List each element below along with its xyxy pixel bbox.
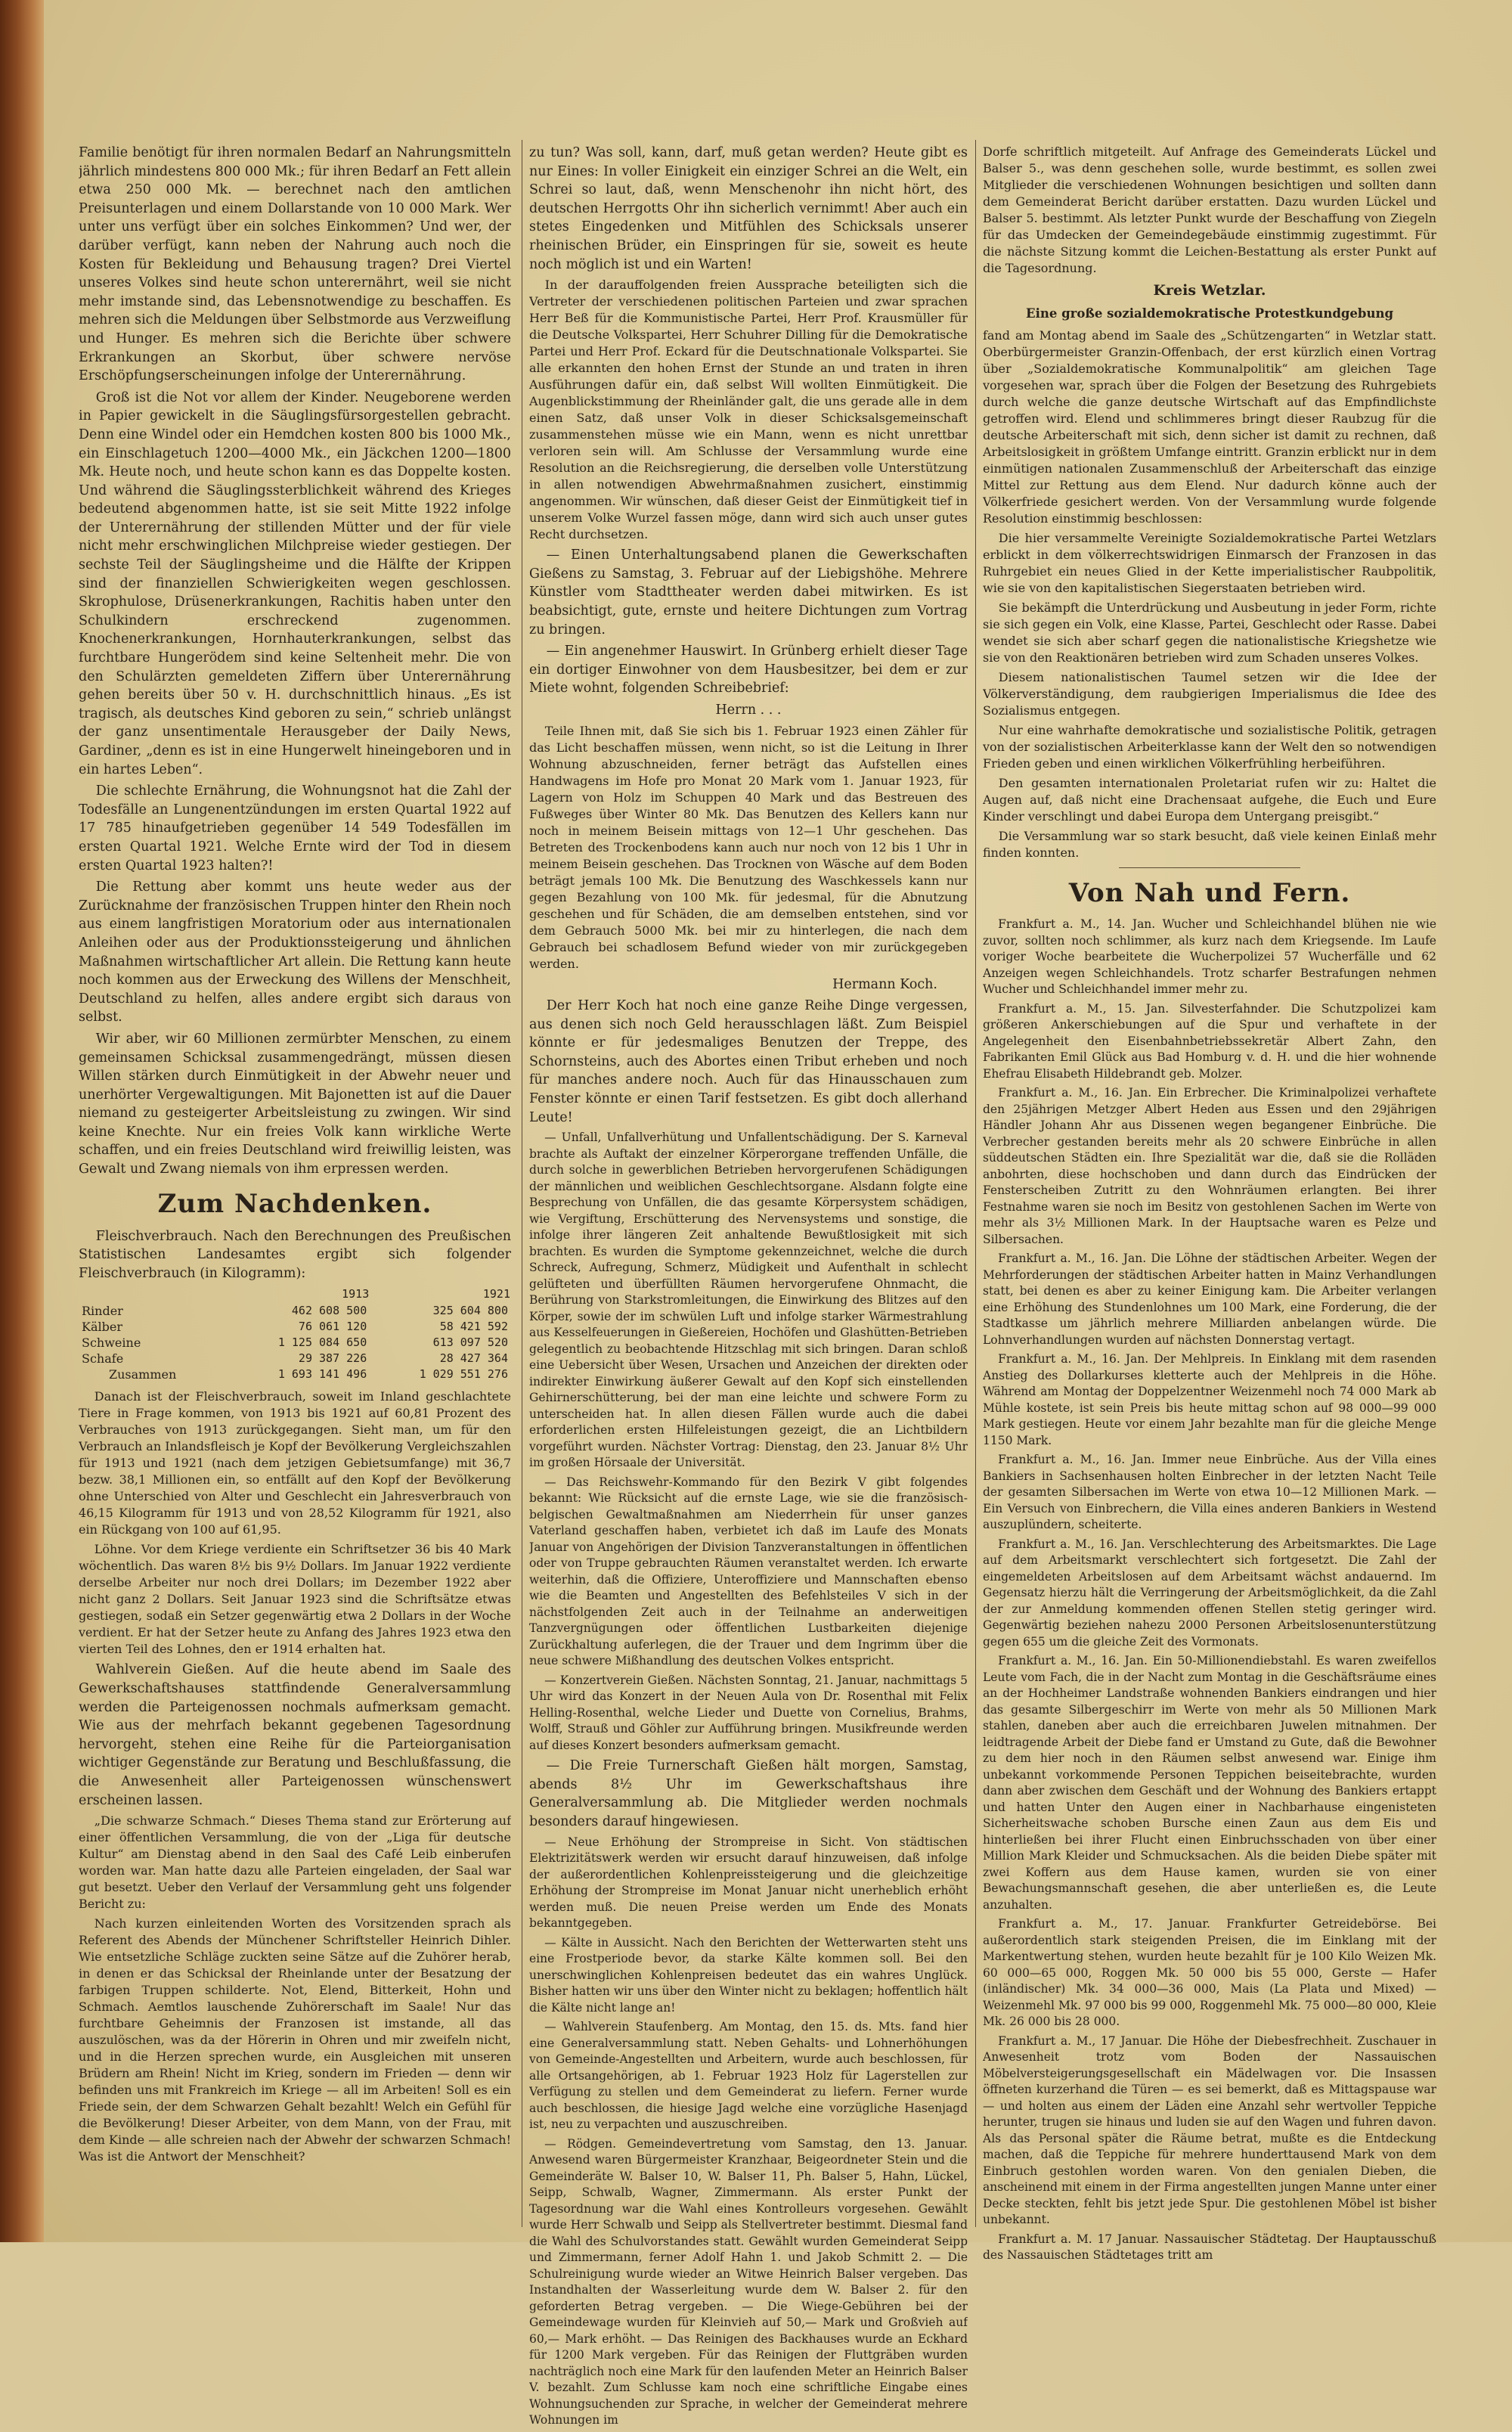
table-header: 1913 — [342, 1287, 370, 1301]
column-divider — [975, 140, 976, 2227]
table-cell: 613 097 520 — [432, 1335, 508, 1350]
paragraph: Die hier versammelte Vereinigte Sozialdemokratische Partei Wetzlars erblickt in dem völkerrechtswidrigen Einmarsch der Franzosen in das Ruhrgebiet ein neues Glied in der Kette imperialistischer Raubpolitik, wie sie von den kapitalistischen Siegerstaaten betrieben wird. — [983, 531, 1436, 596]
table-row — [79, 1319, 511, 1335]
paragraph: Die Versammlung war so stark besucht, daß viele keinen Einlaß mehr finden konnten. — [983, 829, 1436, 861]
news-item: Frankfurt a. M., 17. Januar. Frankfurter Getreidebörse. Bei außerordentlich stark steigenden Preisen, die im Einklang mit der Markentwertung stehen, wurden heute bezahlt für je 100 Kilo Weizen Mk. 60 000—65 000, Roggen Mk. 50 000 bis 55 000, Gerste — Hafer (inländischer) Mk. 34 000—36 000, Mais (La Plata und Mixed) — Weizenmehl Mk. 97 000 bis 99 000, Roggenmehl Mk. 75 000—80 000, Kleie Mk. 26 000 bis 28 000. — [983, 1917, 1436, 2029]
paragraph: Nur eine wahrhafte demokratische und sozialistische Politik, getragen von der sozialistischen Arbeiterklasse kann der Welt den so notwendigen Frieden geben und einen wirklichen Völkerfrühling herbeiführen. — [983, 723, 1436, 771]
letter-salutation: Herrn . . . — [715, 702, 782, 718]
paragraph: fand am Montag abend im Saale des „Schützengarten“ in Wetzlar statt. Oberbürgermeister Granzin-Offenbach, der erst kürzlich einen Vortrag über „Sozialdemokratische Kommunalpolitik“ am gleichen Tage vorgesehen war, sprach über die Folgen der Besetzung des Ruhrgebiets durch welche die ganze deutsche Wirtschaft auf das Empfindlichste getroffen wird. Elend und schlimmeres bringt dieser Raubzug für die deutsche Arbeiterschaft mit sich, denn sicher ist damit zu rechnen, daß Arbeitslosigkeit in größtem Umfange eintritt. Granzin erblickt nur in dem einmütigen nationalen Zusammenschluß der Arbeiterschaft das einzige Mittel zur Rettung aus dem Elend. Nur dadurch könne auch der Völkerfriede gesichert werden. Von der Versammlung wurde folgende Resolution einstimmig beschlossen: — [983, 328, 1436, 526]
paragraph: Diesem nationalistischen Taumel setzen wir die Idee der Völkerverständigung, dem raubgierigen Imperialismus die Idee des Sozialismus entgegen. — [983, 670, 1436, 718]
paragraph: — Unfall, Unfallverhütung und Unfallentschädigung. Der S. Karneval brachte als Auftakt der einzelner Körperorgane treffenden Unfälle, die durch solche in gewerblichen Betrieben hervorgerufenen Schädigungen der männlichen und weiblichen Geschlechtsorgane. Alsdann folgte eine Besprechung von Unfällen, die das gesamte Körpersystem schädigen, wie Vergiftung, Erschütterung des Nervensystems und sonstige, die infolge ihrer längeren Zeit anhaltende Bewußtlosigkeit mit sich brachten. Es wurden die Symptome gekennzeichnet, welche die durch Schreck, Aufregung, Schmerz, Müdigkeit und Aufenthalt in schlecht gelüfteten und überfüllten Räumen hervorgerufene Ohnmacht, die Berührung von Starkstromleitungen, die Einwirkung des Blitzes auf den Körper, sowie der im schwülen Luft und infolge starker Wärmestrahlung aus Kesselfeuerungen in Gießereien, Hochöfen und Glashütten-Betrieben gelegentlich zu beobachtende Hitzschlag mit sich bringen. Daran schloß eine Uebersicht über Wesen, Ursachen und Anzeichen der direkten oder indirekter Einwirkung äußerer Gewalt auf den Kopf sich einstellenden Gehirnerschütterung, bei der man eine leichte und schwere Form zu unterscheiden hat. In allen diesen Fällen wurde auch die dabei erforderlichen ersten Hilfeleistungen gezeigt, die an Lichtbildern vorgeführt wurden. Nächster Vortrag: Dienstag, den 23. Januar 8½ Uhr im großen Hörsaale der Universität. — [529, 1131, 968, 1470]
table-cell: Kälber — [82, 1320, 122, 1335]
paragraph: Dorfe schriftlich mitgeteilt. Auf Anfrage des Gemeinderats Lückel und Balser 5., was denn geschehen solle, wurde bestimmt, es sollen zwei Mitglieder die verschiedenen Wohnungen besichtigen und sollten dann dem Gemeinderat Bericht darüber erstatten. Dazu wurden Lückel und Balser 5. bestimmt. Als letzter Punkt wurde der Beschaffung von Ziegeln für das Umdecken der Gemeindegebäude einstimmig zugestimmt. Für die nächste Sitzung kommt die Leichen-Bestattung als erster Punkt auf die Tagesordnung. — [983, 144, 1436, 275]
letter-signature: Hermann Koch. — [832, 976, 937, 992]
table-row-total — [79, 1366, 511, 1382]
paragraph: — Das Reichswehr-Kommando für den Bezirk V gibt folgendes bekannt: Wie Rücksicht auf die ernste Lage, wie sie die französisch-belgischen Gewaltmaßnahmen am Niederrhein für unser ganzes Vaterland geschaffen haben, verbietet ich daß im Laufe des Monats Januar von Angehörigen der Division Tanzveranstaltungen in öffentlichen oder von Truppe gebrauchten Räumen veranstaltet werden. Ich erwarte weiterhin, daß die Offiziere, Unteroffiziere und Mannschaften ebenso wie die Beamten und Angestellten des Befehlsteiles V sich in der nächstfolgenden Zeit auch in der Teilnahme an anderweitigen Tanzvergnügungen oder öffentlichen Lustbarkeiten diejenige Zurückhaltung auferlegen, die der Trauer und dem Ingrimm über die neue schwere Mißhandlung des deutschen Volkes entspricht. — [529, 1475, 968, 1668]
table-cell: 462 608 500 — [291, 1304, 367, 1318]
paragraph: Danach ist der Fleischverbrauch, soweit im Inland geschlachtete Tiere in Frage kommen, von 1913 bis 1921 auf 60,81 Prozent des Verbrauches von 1913 zurückgegangen. Sieht man, um für den Verbrauch an Inlandsfleisch je Kopf der Bevölkerung Vergleichszahlen für 1913 und 1921 (nach dem jetzigen Gebietsumfange) mit 36,7 bezw. 38,1 Millionen ein, so entfällt auf den Kopf der Bevölkerung ohne Unterschied von Alter und Geschlecht ein Jahresverbrauch von 46,15 Kilogramm für 1913 und von 28,52 Kilogramm für 1921, also ein Rückgang von 100 auf 61,95. — [79, 1389, 511, 1537]
paragraph: Den gesamten internationalen Proletariat rufen wir zu: Haltet die Augen auf, daß nicht eine Drachensaat aufgehe, die Euch und Eure Kinder verschlingt und dabei Europa dem Untergang preisgibt.“ — [983, 776, 1436, 824]
paragraph: Löhne. Vor dem Kriege verdiente ein Schriftsetzer 36 bis 40 Mark wöchentlich. Das waren 8½ bis 9½ Dollars. Im Januar 1922 verdiente derselbe Arbeiter nur noch drei Dollars; im Dezember 1922 aber nicht ganz 2 Dollars. Seit Januar 1923 sind die Schriftsätze etwas gestiegen, sodaß ein Setzer gegenwärtig etwa 2 Dollars in der Woche verdient. Er hat der Setzer heute zu Anfang des Jahres 1923 etwa den vierten Teil des Lohnes, den er 1914 erhalten hat. — [79, 1542, 511, 1657]
section-heading: Zum Nachdenken. — [157, 1188, 432, 1219]
news-item: Frankfurt a. M., 17 Januar. Die Höhe der Diebesfrechheit. Zuschauer in Anwesenheit trotz vom Boden der Nassauischen Möbelversteigerungsgesellschaft ein Mädelwagen vor. Die Insassen öffneten kurzerhand die Türen — es sei bemerkt, daß es Mittagspause war — und holten aus einem der Läden eine Anzahl sehr wertvoller Teppiche herunter, trugen sie hinaus und luden sie auf den Wagen und fuhren davon. Als das Personal später die Räume betrat, mußte es die Entdeckung machen, daß die Teppiche für mehrere hunderttausend Mark von dem Einbruch gestohlen worden waren. Von den genialen Dieben, die anscheinend mit einem in der Firma angestellten jungen Manne unter einer Decke steckten, fehlt bis jetzt jede Spur. Die gestohlenen Möbel ist bisher unbekannt. — [983, 2033, 1436, 2227]
news-item: Frankfurt a. M. 17 Januar. Nassauischer Städtetag. Der Hauptausschuß des Nassauischen Städtetages tritt am — [983, 2232, 1436, 2263]
column-1 — [79, 144, 511, 2168]
meat-consumption-table — [79, 1286, 511, 1382]
letter-body: Teile Ihnen mit, daß Sie sich bis 1. Februar 1923 einen Zähler für das Licht beschaffen müssen, wenn nicht, so ist die Leitung in Ihrer Wohnung abzuschneiden, ferner beträgt das Aufstellen eines Handwagens im Hofe pro Monat 20 Mark vom 1. Januar 1923, für Lagern von Holz im Schuppen 40 Mark und das Bestreuen des Fußweges über Winter 80 Mk. Das Benutzen des Kellers kann nur noch in meinem Beisein mittags von 12—1 Uhr geschehen. Das Betreten des Trockenbodens kann auch nur noch von 12 bis 1 Uhr in meinem Beisein geschehen. Das Trocknen von Wäsche auf dem Boden beträgt jemals 100 Mk. Die Benutzung des Waschkessels kann nur gegen Bezahlung von 100 Mk. für jedesmal, für die Abnutzung geschehen und für Schäden, die am demselben entstehen, sind vor dem Gebrauch 5000 Mk. bei mir zu hinterlegen, die nach dem Gebrauch bei schadlosem Befund wieder von mir zurückgegeben werden. — [529, 723, 968, 971]
table-cell: Schweine — [82, 1335, 141, 1351]
table-header: 1921 — [482, 1287, 510, 1301]
table-cell: Rinder — [82, 1304, 123, 1319]
paragraph: Sie bekämpft die Unterdrückung und Ausbeutung in jeder Form, richte sie sich gegen ein Volk, eine Klasse, Partei, Geschlecht oder Rasse. Dabei wendet sie sich aber scharf gegen die nationalistische Kriegshetze wie sie von den Reaktionären betrieben wird zum Schaden unseres Volkes. — [983, 600, 1436, 665]
news-item: Frankfurt a. M., 15. Jan. Silvesterfahnder. Die Schutzpolizei kam größeren Ankerschiebungen auf die Spur und verhaftete in der Angelegenheit den Eisenbahnbetriebssekretär Albert Zahn, den Fabrikanten Emil Glück aus Bad Homburg v. d. H. und die hier wohnende Ehefrau Elisabeth Hildebrandt geb. Molzer. — [983, 1001, 1436, 1081]
news-item: Frankfurt a. M., 16. Jan. Der Mehlpreis. In Einklang mit dem rasenden Anstieg des Dollarkurses kletterte auch der Mehlpreis in die Höhe. Während am Montag der Doppelzentner Weizenmehl noch 74 000 Mark ab Mühle kostete, ist sein Preis bis heute mittag schon auf 98 000—99 000 Mark gestiegen. Heute vor einem Jahr bezahlte man für die gleiche Menge 1150 Mark. — [983, 1352, 1436, 1447]
table-cell: Schafe — [82, 1351, 124, 1366]
book-binding — [0, 0, 44, 2242]
paragraph: Der Herr Koch hat noch eine ganze Reihe Dinge vergessen, aus denen sich noch Geld herausschlagen läßt. Zum Beispiel könnte er für jedesmaliges Benutzen der Treppe, des Schornsteins, auch des Abortes einen Tribut erheben und noch für manches andere noch. Auch für das Hinausschauen zum Fenster könnte er einen Tarif festsetzen. Es gibt doch allerhand Leute! — [529, 998, 968, 1125]
paragraph: Wir aber, wir 60 Millionen zermürbter Menschen, zu einem gemeinsamen Schicksal zusammengedrängt, müssen diesen Willen stärken durch Einmütigkeit in der Abwehr neuer und unerhörter Vergewaltigungen. Mit Bajonetten ist auf die Dauer niemand zu gesteigerter Arbeitsleistung zu zwingen. Wir sind keine Knechte. Nur ein freies Volk kann wirkliche Werte schaffen, und ein freies Deutschland wird freiwillig leisten, was Gewalt und Zwang niemals von ihm erpressen werden. — [79, 1031, 511, 1177]
paragraph: — Konzertverein Gießen. Nächsten Sonntag, 21. Januar, nachmittags 5 Uhr wird das Konzert in der Neuen Aula von Dr. Rosenthal mit Felix Helling-Rosenthal, welche Lieder und Duette von Cornelius, Brahms, Wolff, Strauß und Göhler zur Aufführung bringen. Musikfreunde werden auf dieses Konzert besonders aufmerksam gemacht. — [529, 1673, 968, 1752]
column-3 — [983, 144, 1436, 2267]
table-cell: 76 061 120 — [298, 1320, 367, 1334]
news-item: Frankfurt a. M., 16. Jan. Verschlechterung des Arbeitsmarktes. Die Lage auf dem Arbeitsmarkt verschlechtert sich fortgesetzt. Die Zahl der eingemeldeten Arbeitslosen auf dem Arbeitsamt wächst andauernd. Im Gegensatz hierzu hält die Verringerung der Arbeitsmöglichkeit, da die Zahl der zur Anmeldung kommenden offenen Stellen stetig geringer wird. Gegenwärtig beziehen nahezu 2000 Personen Arbeitslosenunterstützung gegen 655 um die gleiche Zeit des Vormonats. — [983, 1537, 1436, 1649]
section-subheading: Kreis Wetzlar. — [1153, 282, 1266, 299]
news-item: Frankfurt a. M., 16. Jan. Ein 50-Millionendiebstahl. Es waren zweifellos Leute vom Fach, die in der Nacht zum Montag in die Geschäftsräume eines an der Hochheimer Landstraße wohnenden Bankiers eindrangen und hier das gesamte Silbergeschirr im Werte von mehr als 50 Millionen Mark stahlen, daneben aber auch die erreichbaren Juwelen mitnahmen. Der leidtragende Arbeit der Diebe fand er Umstand zu Gute, daß die Bewohner zu dem hier noch in den Räumen selbst anwesend war. Einige ihm unbekannt vorkommende Personen Teppichen beiseitebrachte, wurden dann aber zwischen dem Geschäft und der Wohnung des Bankiers ertappt und hatten Unter den Augen einer in Nachbarhause eingenisteten Sicherheitswache schoben Bursche einen Zaun aus dem Eis und hinterließen bei ihrer Flucht einen Einbruchsschaden von über einer Million Mark Kleider und Schmucksachen. Als die beiden Diebe später mit zwei Koffern aus dem Hause kamen, wurden sie von einer Bewachungsmannschaft gesehen, die aber unterließen es, die Leute anzuhalten. — [983, 1654, 1436, 1912]
news-item: Frankfurt a. M., 16. Jan. Die Löhne der städtischen Arbeiter. Wegen der Mehrforderungen der städtischen Arbeiter hatten in Mainz Verhandlungen statt, bei denen es aber zu keiner Einigung kam. Die Arbeiter verlangen eine Erhöhung des Stundenlohnes um 100 Mark, eine Forderung, die der Stadtkasse um jährlich mehrere Milliarden anbelangen würde. Die Lohnverhandlungen wurden auf nächsten Donnerstag vertagt. — [983, 1252, 1436, 1347]
news-item: Frankfurt a. M., 16. Jan. Ein Erbrecher. Die Kriminalpolizei verhaftete den 25jährigen Metzger Albert Heden aus Essen und den 29jährigen Händler Johann Ahr aus Dissenen wegen begangener Einbrüche. Die Verbrecher gestanden bereits mehr als 20 schwere Einbrüche in allen süddeutschen Städten ein. Ihre Spezialität war die, daß sie die Rolläden anbohrten, diese hochschoben und dann durch das Eindrücken der Fensterscheiben Zutritt zu den Wohnräumen erlangten. Bei ihrer Festnahme waren sie noch im Besitz von gestohlenen Sachen im Werte von mehr als 3½ Millionen Mark. In der Hauptsache waren es Pelze und Silbersachen. — [983, 1086, 1436, 1246]
table-cell: 1 029 551 276 — [419, 1367, 508, 1382]
paragraph: — Einen Unterhaltungsabend planen die Gewerkschaften Gießens zu Samstag, 3. Februar auf der Liebigshöhe. Mehrere Künstler vom Stadttheater werden dabei mitwirken. Es ist beabsichtigt, gute, ernste und heitere Dichtungen zum Vortrag zu bringen. — [529, 548, 968, 637]
table-cell: 28 427 364 — [439, 1351, 508, 1366]
news-item: Frankfurt a. M., 14. Jan. Wucher und Schleichhandel blühen nie wie zuvor, sollten noch schlimmer, als kurz nach dem Kriegsende. Im Laufe voriger Woche bearbeitete die Wucherpolizei 57 Wucherfälle und 62 Anzeigen wegen Schleichhandels. Trotz scharfer Bestrafungen nehmen Wucher und Schleichhandel immer mehr zu. — [983, 917, 1436, 997]
paragraph: zu tun? Was soll, kann, darf, muß getan werden? Heute gibt es nur Eines: In voller Einigkeit ein einziger Schrei an die Welt, ein Schrei so laut, daß, wenn Menschenohr ihn nicht hört, des deutschen Herrgotts Ohr ihn sicherlich vernimmt! Aber auch ein stetes Eingedenken und Mitfühlen des Schicksals unserer rheinischen Brüder, ein Einspringen für sie, soweit es heute noch möglich ist und ein Warten! — [529, 145, 968, 272]
paragraph: — Wahlverein Staufenberg. Am Montag, den 15. ds. Mts. fand hier eine Generalversammlung statt. Neben Gehalts- und Lohnerhöhungen von Gemeinde-Angestellten und Arbeitern, wurde auch beschlossen, für alle Ortsangehörigen, ab 1. Februar 1923 Holz für Lagerstellen zur Verfügung zu stellen und dem Gemeinderat zu liefern. Ferner wurde auch beschlossen, die hiesige Jagd welche eine vorzügliche Hasenjagd ist, neu zu verpachten und auszuschreiben. — [529, 2020, 968, 2132]
paragraph: — Rödgen. Gemeindevertretung vom Samstag, den 13. Januar. Anwesend waren Bürgermeister Kranzhaar, Beigeordneter Stein und die Gemeinderäte W. Balser 10, W. Balser 11, Ph. Balser 5, Hahn, Lückel, Seipp, Schwalb, Wagner, Zimmermann. Als erster Punkt der Tagesordnung war die Wahl eines Kontrolleurs vorgesehen. Gewählt wurde Herr Schwalb und Seipp als Stellvertreter bestimmt. Diesmal fand die Wahl des Schulvorstandes statt. Gewählt wurden Gemeinderat Seipp und Zimmermann, ferner Adolf Hahn 1. und Jakob Schmitt 2. — Die Schulreinigung wurde wieder an Witwe Heinrich Balser vergeben. Das Instandhalten der Wasserleitung wurde dem W. Balser 2. für den geforderten Betrag vergeben. — Die Wiege-Gebühren bei der Gemeindewage wurden für Kleinvieh auf 50,— Mark und Großvieh auf 60,— Mark erhöht. — Das Reinigen des Backhauses wurde an Eckhard für 1200 Mark vergeben. Für das Reinigen der Fluttgräben wurden nachträglich noch eine Mark für den laufenden Meter an Heinrich Balser V. bezahlt. Zum Schlusse kam noch eine schriftliche Eingabe eines Wohnungsuchenden zur Sprache, in welcher der Gemeinderat mehrere Wohnungen im — [529, 2136, 968, 2427]
paragraph: Die schlechte Ernährung, die Wohnungsnot hat die Zahl der Todesfälle an Lungenentzündungen im ersten Quartal 1922 auf 17 785 hinaufgetrieben gegenüber 14 549 Todesfällen im ersten Quartal 1921. Welche Ernte wird der Tod in diesem ersten Quartal 1923 halten?! — [79, 783, 511, 873]
paragraph: — Kälte in Aussicht. Nach den Berichten der Wetterwarten steht uns eine Frostperiode bevor, da starke Kälte kommen soll. Bei den unerschwinglichen Kohlenpreisen bedeutet das ein wahres Unglück. Bisher hatten wir uns über den Winter nicht zu beklagen; hoffentlich hält die Kälte nicht lange an! — [529, 1935, 968, 2015]
article-title: Eine große sozialdemokratische Protestkundgebung — [1026, 306, 1393, 321]
paragraph: Familie benötigt für ihren normalen Bedarf an Nahrungsmitteln jährlich mindestens 800 000 Mk.; für ihren Bedarf an Fett allein etwa 250 000 Mk. — berechnet nach den amtlichen Preisunterlagen und einem Dollarstande von 10 000 Mark. Wer unter uns verfügt über ein solches Einkommen? Und wer, der darüber verfügt, kann neben der Nahrung auch noch die Kosten für Bekleidung und Behausung tragen? Drei Viertel unseres Volkes sind heute schon unterernährt, weil sie nicht mehr imstande sind, das Lebensnotwendige zu beschaffen. Es mehren sich die Meldungen über Selbstmorde aus Verzweiflung und Hunger. Es mehren sich die Berichte über schwere Erkrankungen an Skorbut, über schwere nervöse Erschöpfungserscheinungen infolge der Unterernährung. — [79, 145, 511, 384]
table-cell: 325 604 800 — [432, 1304, 508, 1318]
table-cell: Zusammen — [109, 1367, 177, 1382]
table-header-row — [79, 1286, 511, 1303]
paragraph: „Die schwarze Schmach.“ Dieses Thema stand zur Erörterung auf einer öffentlichen Versammlung, die von der „Liga für deutsche Kultur“ am Dienstag abend in den Saal des Café Leib einberufen worden war. Man hatte dazu alle Parteien eingeladen, der Saal war gut besetzt. Ueber den Verlauf der Versammlung geht uns folgender Bericht zu: — [79, 1813, 511, 1912]
paragraph: Nach kurzen einleitenden Worten des Vorsitzenden sprach als Referent des Abends der Münchener Schriftsteller Heinrich Dihler. Wie entsetzliche Schläge zuckten seine Sätze auf die Zuhörer herab, in denen er das Schicksal der Rheinlande unter der Besatzung der farbigen Truppen schilderte. Not, Elend, Bitterkeit, Hohn und Schmach. Aemtlos lauschende Zuhörerschaft im Saale! Nur das furchtbare Geheimnis der Franzosen ist imstande, all das auszulöschen, was da der Hörerin in Ohren und mir zweifeln nicht, und in die Herzen sprechen wurde, ein Ausgleichen mit unseren Brüdern am Rhein! Nicht im Krieg, sondern im Frieden — denn wir befinden uns mit Frankreich im Kriege — all im Arbeiten! Soll es ein Friede sein, der dem Schwarzen Gehalt bezahlt! Welch ein Gefühl für die Bevölkerung! Dieser Arbeiter, von dem Mann, von der Frau, mit dem Kinde — alle schreien nach der Abwehr der schwarzen Schmach! Was ist die Antwort der Menschheit? — [79, 1916, 511, 2164]
paragraph: — Ein angenehmer Hauswirt. In Grünberg erhielt dieser Tage ein dortiger Einwohner von dem Hausbesitzer, bei dem er zur Miete wohnt, folgenden Schreibebrief: — [529, 644, 968, 696]
paragraph: Fleischverbrauch. Nach den Berechnungen des Preußischen Statistischen Landesamtes ergibt sich folgender Fleischverbrauch (in Kilogramm): — [79, 1228, 511, 1281]
table-cell: 29 387 226 — [298, 1351, 367, 1366]
paragraph: In der darauffolgenden freien Aussprache beteiligten sich die Vertreter der verschiedenen politischen Parteien und zwar sprachen Herr Beß für die Kommunistische Partei, Herr Prof. Krausmüller für die Deutsche Volkspartei, Herr Schuhrer Dilling für die Demokratische Partei und Herr Prof. Eckard für die Deutschnationale Volkspartei. Sie alle erkannten den hohen Ernst der Stunde an und traten in ihren Ausführungen dafür ein, daß selbst Will wollten Einmütigkeit. Die Augenblickstimmung der Rheinländer galt, die uns gerade alle in dem einen Satz, daß unser Volk in dieser Schicksalsgemeinschaft zusammenstehen müsse wie ein Mann, wenn es nicht unrettbar verloren sein will. Am Schlusse der Versammlung wurde eine Resolution an die Reichsregierung, die derselben volle Unterstützung in allen notwendigen Abwehrmaßnahmen zusichert, einstimmig angenommen. Wir wünschen, daß dieser Geist der Einmütigkeit tief in unserem Volke Wurzel fassen möge, dann wird sich auch unser gutes Recht durchsetzen. — [529, 278, 968, 542]
table-row — [79, 1303, 511, 1319]
paragraph: — Neue Erhöhung der Strompreise in Sicht. Von städtischen Elektrizitätswerk werden wir ersucht darauf hinzuweisen, daß infolge der außerordentlichen Kohlenpreissteigerung und die gleichzeitige Erhöhung der Strompreise im Monat Januar nicht unerheblich erhöht werden muß. Die neuen Preise werden um Ende des Monats bekanntgegeben. — [529, 1835, 968, 1931]
table-cell: 1 693 141 496 — [277, 1367, 367, 1382]
paragraph: Wahlverein Gießen. Auf die heute abend im Saale des Gewerkschaftshauses stattfindende Generalversammlung werden die Parteigenossen nochmals aufmerksam gemacht. Wie aus der mehrfach bekannt gegebenen Tagesordnung hervorgeht, stehen eine Reihe für die Parteiorganisation wichtiger Gegenstände zur Beratung und Beschlußfassung, die die Anwesenheit aller Parteigenossen wünschenswert erscheinen lassen. — [79, 1662, 511, 1808]
separator — [1119, 867, 1300, 868]
news-item: Frankfurt a. M., 16. Jan. Immer neue Einbrüche. Aus der Villa eines Bankiers in Sachsenhausen holten Einbrecher in der letzten Nacht Teile der gesamten Silbersachen im Werte von etwa 10—12 Millionen Mark. — Ein Versuch von Einbrechern, die Villa eines anderen Bankiers in Westend auszuplündern, scheiterte. — [983, 1453, 1436, 1532]
table-row — [79, 1351, 511, 1366]
table-cell: 58 421 592 — [439, 1320, 508, 1334]
paragraph: — Die Freie Turnerschaft Gießen hält morgen, Samstag, abends 8½ Uhr im Gewerkschaftshaus ihre Generalversammlung ab. Die Mitglieder werden nochmals besonders darauf hingewiesen. — [529, 1758, 968, 1830]
table-row — [79, 1335, 511, 1351]
paragraph: Die Rettung aber kommt uns heute weder aus der Zurücknahme der französischen Truppen hinter den Rhein noch aus einem langfristigen Moratorium oder aus internationalen Anleihen oder aus der Produktionssteigerung und ähnlichen Maßnahmen wirtschaftlicher Art allein. Die Rettung kann heute noch kommen aus der Erweckung des Willens der Menschheit, Deutschland zu helfen, alles andere ergibt sich daraus von selbst. — [79, 879, 511, 1025]
table-cell: 1 125 084 650 — [277, 1335, 367, 1350]
section-heading: Von Nah und Fern. — [1068, 878, 1351, 909]
paragraph: Groß ist die Not vor allem der Kinder. Neugeborene werden in Papier gewickelt in die Säuglingsfürsorgestellen gebracht. Denn eine Windel oder ein Hemdchen kosten 800 bis 1000 Mk., ein Einschlagetuch 1200—4000 Mk., ein Jäckchen 1200—1800 Mk. Heute noch, und heute schon kann es das Doppelte kosten. Und während die Säuglingssterblichkeit während des Krieges bedeutend abgenommen hatte, ist sie seit Mitte 1922 infolge der Unterernährung der stillenden Mütter und der für viele nicht mehr erschwinglichen Milchpreise wieder gestiegen. Der sechste Teil der Säuglingsheime und die Hälfte der Krippen sind der finanziellen Schwierigkeiten wegen geschlossen. Skrophulose, Drüsenerkrankungen, Rachitis haben unter den Schulkindern erschreckend zugenommen. Knochenerkrankungen, Hornhauterkrankungen, selbst das furchtbare Hungerödem sind keine Seltenheit mehr. Die von den Schulärzten gemeldeten Ziffern über Unterernährung gehen bereits über 50 v. H. durchschnittlich hinaus. „Es ist tragisch, als deutsches Kind geboren zu sein,“ schrieb unlängst der ganz unsentimentale Herausgeber der Daily News, Gardiner, „denn es ist in eine Hungerwelt hineingeboren und in ein hartes Leben“. — [79, 389, 511, 777]
column-2 — [529, 144, 968, 2432]
